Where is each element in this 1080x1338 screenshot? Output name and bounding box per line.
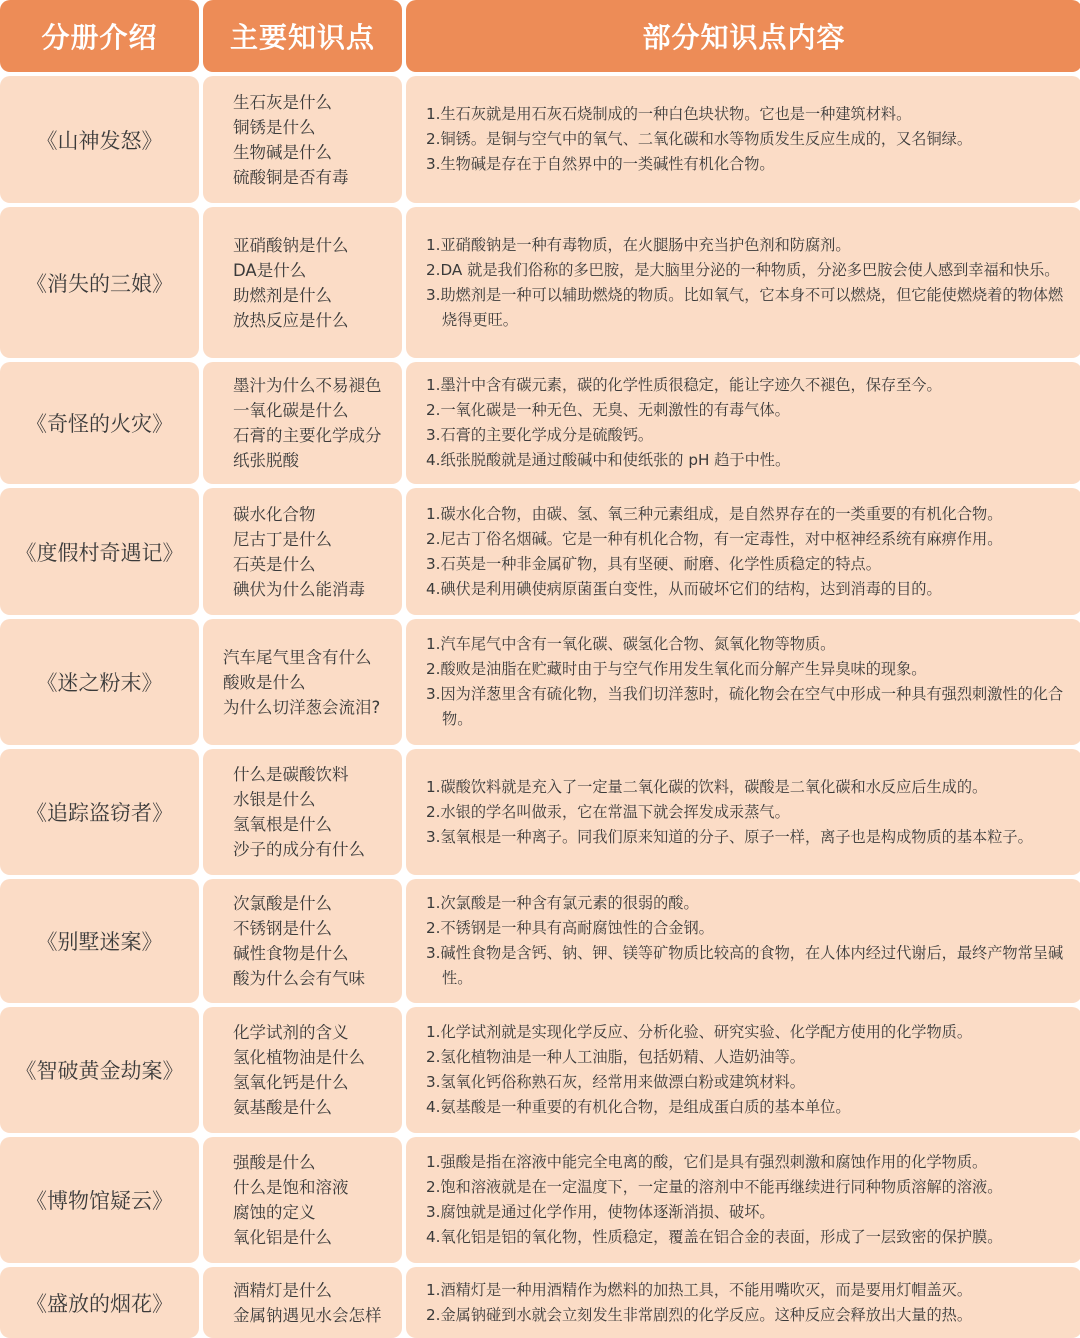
content-cell (406, 488, 1080, 615)
header-point-content: 部分知识点内容 (406, 0, 1080, 72)
content-list (426, 775, 1033, 850)
topic-list (233, 1278, 382, 1328)
content-item: 3.石膏的主要化学成分是硫酸钙。 (426, 426, 654, 444)
content-item: 2.金属钠碰到水就会立刻发生非常剧烈的化学反应。这种反应会释放出大量的热。 (426, 1305, 973, 1324)
content-item: 3.石英是一种非金属矿物，具有坚硬、耐磨、化学性质稳定的特点。 (426, 554, 881, 573)
topic-item: 强酸是什么 (233, 1153, 316, 1172)
content-item: 3.碱性食物是含钙、钠、钾、镁等矿物质比较高的食物，在人体内经过代谢后，最终产物常呈碱性。 (426, 944, 1064, 987)
topic-item: 生物碱是什么 (233, 142, 332, 162)
topic-item: 纸张脱酸 (233, 451, 299, 470)
content-item: 1.亚硝酸钠是一种有毒物质，在火腿肠中充当护色剂和防腐剂。 (426, 235, 851, 254)
content-item: 4.氧化铝是铝的氧化物，性质稳定，覆盖在铝合金的表面，形成了一层致密的保护膜。 (426, 1228, 1003, 1246)
topic-item: 铜锈是什么 (233, 117, 316, 137)
topic-item: 水银是什么 (233, 790, 316, 809)
content-cell (406, 749, 1080, 875)
content-list (426, 373, 942, 473)
content-item: 2.酸败是油脂在贮藏时由于与空气作用发生氧化而分解产生异臭味的现象。 (426, 660, 927, 678)
topic-item: 氧化铝是什么 (233, 1228, 332, 1247)
topic-list-cell (203, 619, 402, 745)
topic-item: 石膏的主要化学成分 (233, 426, 382, 445)
content-list (426, 502, 1002, 602)
topic-item: 碳水化合物 (233, 504, 316, 524)
topic-item: 酒精灯是什么 (233, 1280, 332, 1300)
topic-item: 汽车尾气里含有什么 (223, 647, 372, 667)
content-item: 3.氢氧化钙俗称熟石灰，经常用来做漂白粉或建筑材料。 (426, 1073, 805, 1091)
topic-list-cell (203, 879, 402, 1003)
header-main-points: 主要知识点 (203, 0, 402, 72)
volume-title: 《智破黄金劫案》 (0, 1007, 199, 1133)
topic-list-cell (203, 76, 402, 203)
content-cell (406, 362, 1080, 484)
content-item: 1.碳水化合物，由碳、氢、氧三种元素组成，是自然界存在的一类重要的有机化合物。 (426, 504, 1003, 523)
topic-item: DA是什么 (233, 260, 307, 280)
content-cell (406, 1137, 1080, 1263)
topic-item: 什么是饱和溶液 (233, 1178, 349, 1197)
content-list (426, 632, 1068, 732)
content-item: 3.助燃剂是一种可以辅助燃烧的物质。比如氧气，它本身不可以燃烧，但它能使燃烧着的物体燃烧得更旺。 (426, 285, 1064, 329)
content-item: 3.生物碱是存在于自然界中的一类碱性有机化合物。 (426, 155, 775, 173)
topic-item: 酸为什么会有气味 (233, 969, 365, 988)
content-item: 3.腐蚀就是通过化学作用，使物体逐渐消损、破坏。 (426, 1203, 775, 1221)
topic-list-cell (203, 749, 402, 875)
topic-list-cell (203, 1137, 402, 1263)
content-item: 1.生石灰就是用石灰石烧制成的一种白色块状物。它也是一种建筑材料。 (426, 105, 912, 123)
content-list (426, 102, 972, 177)
topic-item: 碘伏为什么能消毒 (233, 579, 365, 599)
content-item: 3.因为洋葱里含有硫化物，当我们切洋葱时，硫化物会在空气中形成一种具有强烈刺激性的化合物。 (426, 685, 1064, 728)
volume-title: 《追踪盗窃者》 (0, 749, 199, 875)
content-item: 1.酒精灯是一种用酒精作为燃料的加热工具，不能用嘴吹灭，而是要用灯帽盖灭。 (426, 1280, 973, 1299)
topic-item: 亚硝酸钠是什么 (233, 235, 349, 255)
volume-title: 《度假村奇遇记》 (0, 488, 199, 615)
volume-title: 《迷之粉末》 (0, 619, 199, 745)
topic-item: 次氯酸是什么 (233, 894, 332, 913)
volume-title: 《山神发怒》 (0, 76, 199, 203)
topic-item: 一氧化碳是什么 (233, 401, 349, 420)
content-item: 1.碳酸饮料就是充入了一定量二氧化碳的饮料，碳酸是二氧化碳和水反应后生成的。 (426, 777, 988, 796)
content-list (426, 1020, 972, 1120)
topic-item: 为什么切洋葱会流泪? (223, 697, 381, 717)
topic-item: 氢氧化钙是什么 (233, 1073, 349, 1092)
content-item: 2.水银的学名叫做汞，它在常温下就会挥发成汞蒸气。 (426, 802, 790, 821)
topic-item: 助燃剂是什么 (233, 285, 332, 305)
topic-list (233, 1150, 349, 1250)
topic-item: 什么是碳酸饮料 (233, 765, 349, 784)
content-item: 1.墨汁中含有碳元素，碳的化学性质很稳定，能让字迹久不褪色，保存至今。 (426, 376, 942, 394)
topic-item: 金属钠遇见水会怎样 (233, 1305, 382, 1325)
content-item: 2.DA 就是我们俗称的多巴胺，是大脑里分泌的一种物质，分泌多巴胺会使人感到幸福和快乐。 (426, 260, 1060, 279)
content-list (426, 891, 1068, 991)
topic-list (233, 373, 382, 473)
content-item: 1.强酸是指在溶液中能完全电离的酸，它们是具有强烈刺激和腐蚀作用的化学物质。 (426, 1153, 988, 1171)
content-item: 2.铜锈。是铜与空气中的氧气、二氧化碳和水等物质发生反应生成的，又名铜绿。 (426, 130, 973, 148)
content-item: 1.汽车尾气中含有一氧化碳、碳氢化合物、氮氧化物等物质。 (426, 635, 836, 653)
content-list (426, 1150, 1002, 1250)
topic-item: 碱性食物是什么 (233, 944, 349, 963)
content-cell (406, 207, 1080, 358)
content-list (426, 1278, 972, 1328)
topic-item: 墨汁为什么不易褪色 (233, 376, 382, 395)
topic-list (233, 90, 349, 190)
topic-list (233, 891, 365, 991)
volume-title: 《盛放的烟花》 (0, 1267, 199, 1338)
topic-list (223, 645, 380, 720)
topic-list-cell (203, 488, 402, 615)
volume-title: 《博物馆疑云》 (0, 1137, 199, 1263)
content-item: 4.纸张脱酸就是通过酸碱中和使纸张的 pH 趋于中性。 (426, 451, 791, 469)
topic-item: 氢化植物油是什么 (233, 1048, 365, 1067)
content-item: 3.氢氧根是一种离子。同我们原来知道的分子、原子一样，离子也是构成物质的基本粒子。 (426, 827, 1033, 846)
content-item: 2.氢化植物油是一种人工油脂，包括奶精、人造奶油等。 (426, 1048, 805, 1066)
topic-item: 石英是什么 (233, 554, 316, 574)
topic-list-cell (203, 207, 402, 358)
content-cell (406, 619, 1080, 745)
content-list (426, 233, 1068, 333)
content-item: 1.次氯酸是一种含有氯元素的很弱的酸。 (426, 894, 699, 912)
content-item: 2.不锈钢是一种具有高耐腐蚀性的合金钢。 (426, 919, 714, 937)
volume-title: 《消失的三娘》 (0, 207, 199, 358)
volume-title: 《奇怪的火灾》 (0, 362, 199, 484)
topic-item: 酸败是什么 (223, 672, 306, 692)
topic-item: 硫酸铜是否有毒 (233, 167, 349, 187)
topic-list (233, 233, 349, 333)
topic-item: 氢氧根是什么 (233, 815, 332, 834)
topic-list-cell (203, 1007, 402, 1133)
content-item: 4.碘伏是利用碘使病原菌蛋白变性，从而破坏它们的结构，达到消毒的目的。 (426, 579, 942, 598)
content-item: 2.饱和溶液就是在一定温度下，一定量的溶剂中不能再继续进行同种物质溶解的溶液。 (426, 1178, 1003, 1196)
topic-item: 沙子的成分有什么 (233, 840, 365, 859)
topic-item: 放热反应是什么 (233, 310, 349, 330)
content-item: 2.一氧化碳是一种无色、无臭、无刺激性的有毒气体。 (426, 401, 790, 419)
content-cell (406, 1007, 1080, 1133)
header-volume-intro: 分册介绍 (0, 0, 199, 72)
topic-item: 腐蚀的定义 (233, 1203, 316, 1222)
content-cell (406, 879, 1080, 1003)
topic-list (233, 502, 365, 602)
topic-item: 尼古丁是什么 (233, 529, 332, 549)
content-cell (406, 1267, 1080, 1338)
content-item: 2.尼古丁俗名烟碱。它是一种有机化合物，有一定毒性，对中枢神经系统有麻痹作用。 (426, 529, 1003, 548)
volume-title: 《别墅迷案》 (0, 879, 199, 1003)
topic-list (233, 762, 365, 862)
content-item: 4.氨基酸是一种重要的有机化合物，是组成蛋白质的基本单位。 (426, 1098, 851, 1116)
content-item: 1.化学试剂就是实现化学反应、分析化验、研究实验、化学配方使用的化学物质。 (426, 1023, 973, 1041)
topic-item: 生石灰是什么 (233, 92, 332, 112)
content-cell (406, 76, 1080, 203)
topic-item: 不锈钢是什么 (233, 919, 332, 938)
topic-list (233, 1020, 365, 1120)
topic-list-cell (203, 362, 402, 484)
topic-item: 氨基酸是什么 (233, 1098, 332, 1117)
topic-list-cell (203, 1267, 402, 1338)
topic-item: 化学试剂的含义 (233, 1023, 349, 1042)
